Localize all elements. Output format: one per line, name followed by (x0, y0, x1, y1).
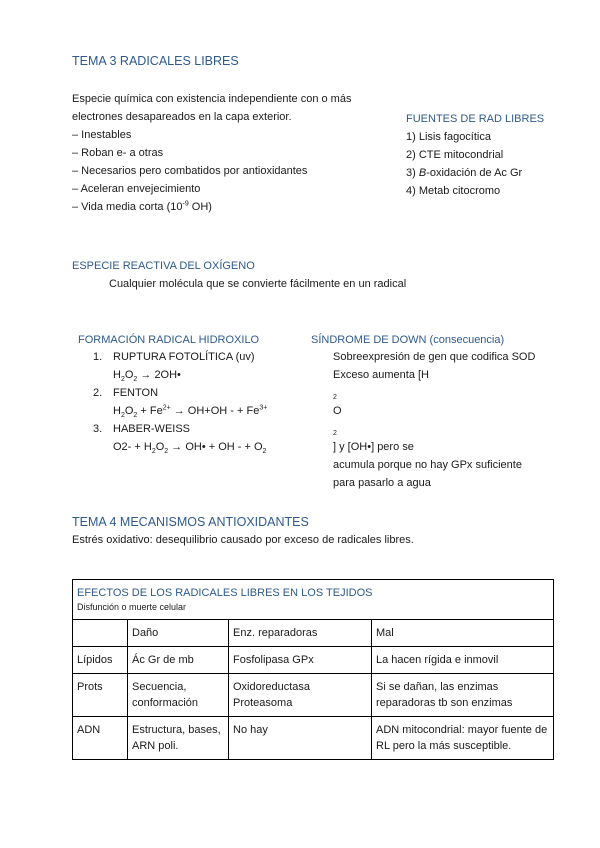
equation-photolysis: $H_2O_2$ → 2OH• (113, 369, 181, 384)
ero-heading: ESPECIE REACTIVA DEL OXÍGENO (72, 260, 255, 272)
table-cell: Ác Gr de mb (128, 647, 229, 674)
table-cell: Estructura, bases, ARN poli. (128, 717, 229, 760)
tema3-intro (72, 90, 392, 216)
bullet-item: – Necesarios pero combatidos por antioxidantes (72, 165, 308, 177)
equation-fenton: $H_2O_2 + Fe^{2+} \to OH+OH$ - + $Fe^{3+}$ (113, 404, 268, 420)
list-item: 1. RUPTURA FOTOLÍTICA (uv) (93, 351, 255, 363)
list-item: 2. FENTON (93, 387, 159, 399)
table-header-cell: Enz. reparadoras (229, 620, 372, 647)
table-cell: Oxidoreductasa Proteasoma (229, 674, 372, 717)
table-cell: Si se dañan, las enzimas reparadoras tb son enzimas (372, 674, 554, 717)
table-header-row (73, 620, 554, 647)
fuentes-item: 2) CTE mitocondrial (406, 149, 504, 161)
estres-definition: Estrés oxidativo: desequilibrio causado por exceso de radicales libres. (72, 534, 414, 546)
fuentes-item: 4) Metab citocromo (406, 185, 501, 197)
bullet-item-half-life: – Vida media corta ($10^{-9}$ OH) (72, 200, 212, 213)
down-heading: SÍNDROME DE DOWN (consecuencia) (311, 334, 505, 346)
down-line: Exceso aumenta [H $_2$ O $_2$ ] y [OH•] pero se (333, 369, 429, 453)
bullet-item: – Inestables (72, 129, 132, 141)
down-line: Sobreexpresión de gen que codifica SOD (333, 351, 536, 363)
table-cell: Secuencia, conformación (128, 674, 229, 717)
tema3-title: TEMA 3 RADICALES LIBRES (72, 54, 239, 68)
down-description (333, 348, 558, 492)
tema4-title: TEMA 4 MECANISMOS ANTIOXIDANTES (72, 515, 309, 529)
fuentes-block (406, 110, 544, 200)
formacion-list (93, 348, 267, 456)
table-header-cell (73, 620, 128, 647)
equation-haber-weiss: $O2- + H_2O_2$ → OH• + OH - + $O_2$ (113, 441, 267, 456)
table-cell: ADN mitocondrial: mayor fuente de RL pero la más susceptible. (372, 717, 554, 760)
table-header-cell: Daño (128, 620, 229, 647)
table-caption (73, 580, 554, 620)
down-line: acumula porque no hay GPx suficiente (333, 459, 522, 471)
bullet-item: – Roban e- a otras (72, 147, 164, 159)
table-cell: Prots (73, 674, 128, 717)
table-caption-row (73, 580, 554, 620)
intro-line: electrones desapareados en la capa exterior. (72, 111, 292, 123)
ero-definition: Cualquier molécula que se convierte fácilmente en un radical (109, 278, 407, 290)
formacion-heading: FORMACIÓN RADICAL HIDROXILO (78, 334, 260, 346)
fuentes-heading: FUENTES DE RAD LIBRES (406, 113, 545, 125)
table-subtitle: Disfunción o muerte celular (77, 602, 187, 612)
table-row (73, 674, 554, 717)
intro-line: Especie química con existencia independiente con o más (72, 93, 352, 105)
table-row (73, 717, 554, 760)
table-row (73, 647, 554, 674)
table-cell: Lípidos (73, 647, 128, 674)
down-line: para pasarlo a agua (333, 477, 431, 489)
effects-table (72, 579, 554, 760)
table-cell: No hay (229, 717, 372, 760)
table-title: EFECTOS DE LOS RADICALES LIBRES EN LOS TEJIDOS (77, 587, 373, 599)
table-header-cell: Mal (372, 620, 554, 647)
table-cell: Fosfolipasa GPx (229, 647, 372, 674)
bullet-item: – Aceleran envejecimiento (72, 183, 201, 195)
fuentes-item: 3) B-oxidación de Ac Gr (406, 167, 523, 179)
list-item: 3. HABER-WEISS (93, 423, 191, 435)
fuentes-item: 1) Lisis fagocítica (406, 131, 491, 143)
table-cell: La hacen rígida e inmovil (372, 647, 554, 674)
table-cell: ADN (73, 717, 128, 760)
